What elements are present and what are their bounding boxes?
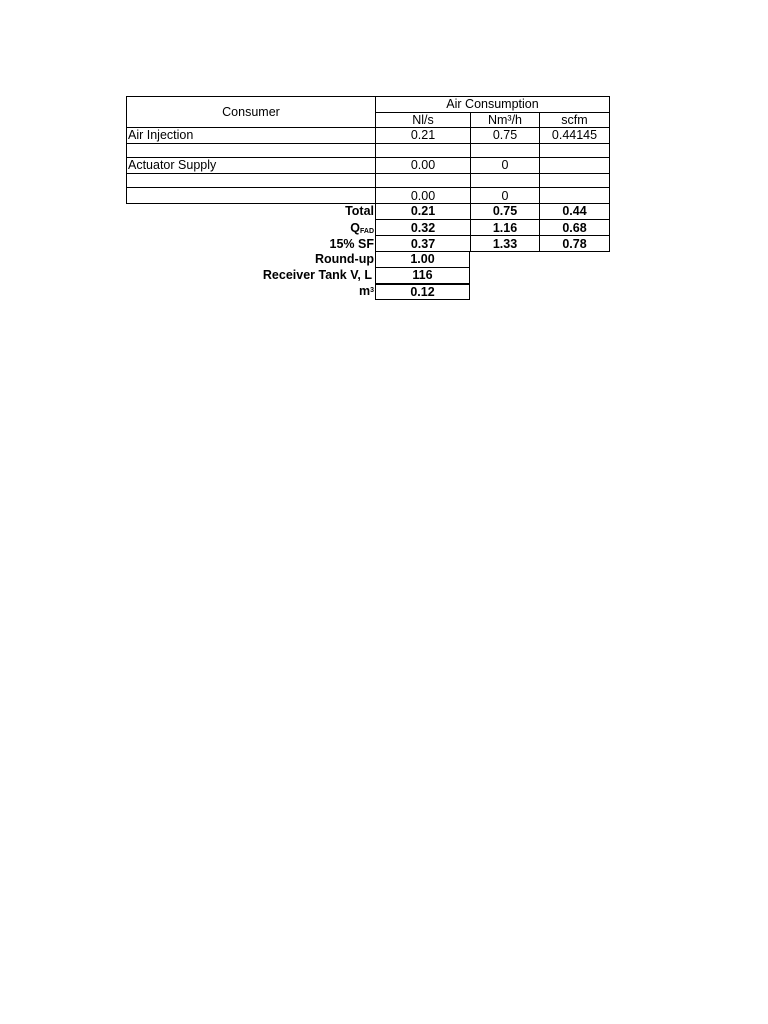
unit-nm3h-cell	[470, 112, 539, 128]
sf-label-cell	[180, 236, 375, 252]
unit-nls: Nl/s	[412, 113, 434, 127]
row-3-nm3h: 0	[501, 158, 509, 172]
qfad-scfm-cell	[539, 220, 610, 236]
roundup-label: Round-up	[314, 252, 374, 266]
sf-nm3h-cell	[470, 236, 539, 252]
m3-value: 0.12	[410, 285, 435, 299]
total-nm3h: 0.75	[492, 204, 518, 218]
row-1-nls-cell	[375, 128, 470, 144]
qfad-label-main: Q	[350, 221, 360, 235]
row-5-nls: 0.00	[410, 189, 436, 203]
row-3-nm3h-cell	[470, 158, 539, 174]
m3-value-cell	[375, 284, 470, 300]
consumer-header: Consumer	[222, 105, 280, 119]
sf-scfm-cell	[539, 236, 610, 252]
row-4-nm3h-cell	[470, 174, 539, 188]
row-1-name-cell	[126, 128, 375, 144]
row-2-nls-cell	[375, 144, 470, 158]
row-1-scfm-cell	[539, 128, 610, 144]
unit-scfm-cell	[539, 112, 610, 128]
row-2-name-cell	[126, 144, 375, 158]
row-3-nls: 0.00	[410, 158, 436, 172]
qfad-nls: 0.32	[410, 221, 436, 235]
sf-nls: 0.37	[410, 237, 436, 251]
row-2-nm3h-cell	[470, 144, 539, 158]
sf-label: 15% SF	[329, 237, 374, 251]
unit-nls-cell	[375, 112, 470, 128]
row-5-nm3h-cell	[470, 188, 539, 204]
total-scfm: 0.44	[562, 204, 587, 218]
row-5-scfm-cell	[539, 188, 610, 204]
receiver-value-cell	[375, 268, 470, 284]
roundup-label-cell	[180, 252, 375, 268]
unit-scfm: scfm	[561, 113, 588, 127]
qfad-label-cell	[180, 220, 375, 236]
m3-label-main: m	[358, 284, 371, 298]
qfad-nm3h: 1.16	[492, 221, 518, 235]
row-4-scfm-cell	[539, 174, 610, 188]
receiver-label: Receiver Tank V, L	[262, 268, 372, 282]
qfad-scfm: 0.68	[562, 221, 587, 235]
m3-label-cell	[180, 284, 375, 300]
receiver-label-cell	[180, 268, 375, 284]
unit-nm3h: Nm³/h	[487, 113, 523, 127]
sf-nls-cell	[375, 236, 470, 252]
qfad-label-sub: FAD	[360, 228, 374, 235]
air-consumption-header: Air Consumption	[446, 97, 539, 111]
row-5-nls-cell	[375, 188, 470, 204]
receiver-value: 116	[412, 268, 433, 282]
row-5-name-cell	[126, 188, 375, 204]
sf-scfm: 0.78	[562, 237, 587, 251]
row-1-nm3h: 0.75	[492, 128, 518, 142]
sf-nm3h: 1.33	[492, 237, 518, 251]
total-nm3h-cell	[470, 204, 539, 220]
row-1-nm3h-cell	[470, 128, 539, 144]
row-1-name: Air Injection	[128, 128, 194, 142]
m3-label	[180, 284, 375, 299]
row-5-nm3h: 0	[501, 189, 509, 203]
row-2-scfm-cell	[539, 144, 610, 158]
m3-label-sup: 3	[370, 287, 374, 294]
row-3-nls-cell	[375, 158, 470, 174]
roundup-value-cell	[375, 252, 470, 268]
row-3-name: Actuator Supply	[128, 158, 217, 172]
air-consumption-header-cell	[375, 96, 610, 112]
row-3-scfm-cell	[539, 158, 610, 174]
total-nls: 0.21	[410, 204, 436, 218]
total-scfm-cell	[539, 204, 610, 220]
qfad-nm3h-cell	[470, 220, 539, 236]
total-nls-cell	[375, 204, 470, 220]
row-1-scfm: 0.44145	[551, 128, 598, 142]
row-3-name-cell	[126, 158, 375, 174]
qfad-nls-cell	[375, 220, 470, 236]
roundup-value: 1.00	[410, 252, 435, 266]
row-4-name-cell	[126, 174, 375, 188]
total-label-cell	[180, 204, 375, 220]
consumer-header-cell	[126, 96, 375, 128]
row-1-nls: 0.21	[410, 128, 436, 142]
row-4-nls-cell	[375, 174, 470, 188]
total-label: Total	[345, 204, 374, 218]
